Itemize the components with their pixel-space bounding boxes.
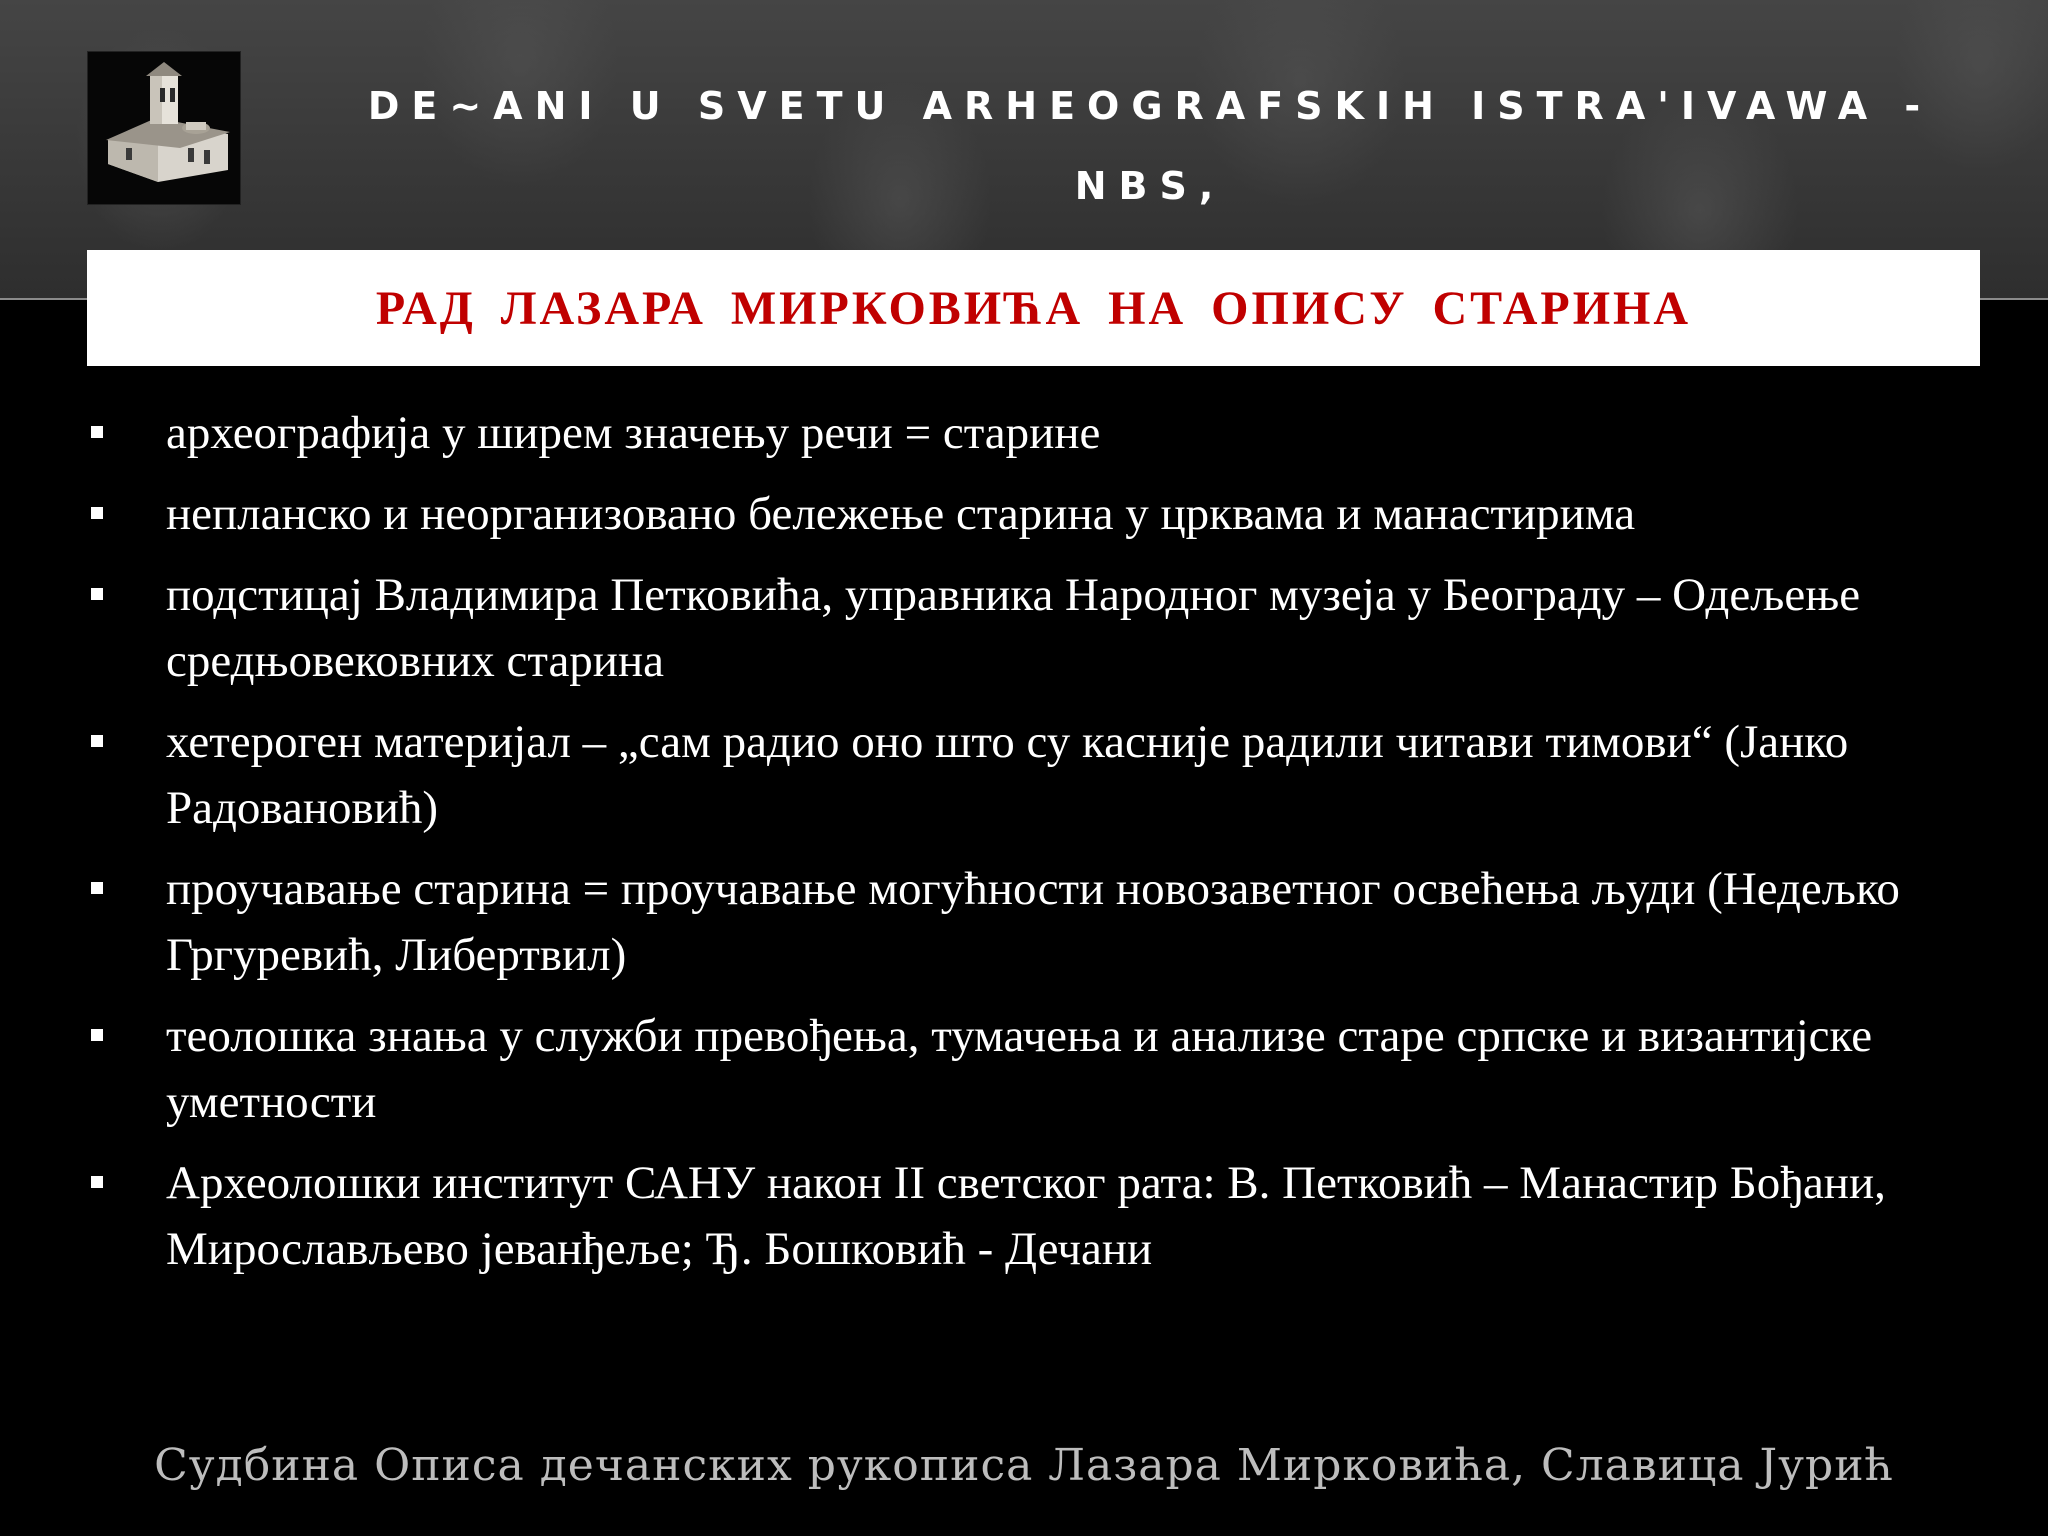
bullet-item [87,1003,1987,1135]
square-bullet-icon [91,882,103,894]
bullet-item [87,400,1987,466]
monastery-thumbnail [87,51,241,205]
bullet-text: непланско и неорганизовано бележење старина у црквама и манастирима [166,488,1636,540]
bullet-item [87,1150,1987,1282]
square-bullet-icon [91,588,103,600]
bullet-text: Археолошки институт САНУ након II светског рата: В. Петковић – Манастир Бођани, Мирослављево јеванђеље; Ђ. Бошковић - Дечани [166,1157,1886,1275]
bullet-text: теолошка знања у служби превођења, тумачења и анализе старе српске и византијске уметности [166,1010,1873,1128]
bullet-item [87,709,1987,841]
square-bullet-icon [91,1029,103,1041]
bullet-item [87,856,1987,988]
slide-title: РАД ЛАЗАРА МИРКОВИЋА НА ОПИСУ СТАРИНА [375,281,1692,335]
square-bullet-icon [91,1176,103,1188]
slide-title-box [87,250,1980,366]
monastery-icon [88,52,240,204]
bullet-text: проучавање старина = проучавање могућности новозаветног освећења људи (Недељко Гргуревић, Либертвил) [166,863,1900,981]
bullet-item [87,481,1987,547]
square-bullet-icon [91,507,103,519]
footer-caption: Судбина Описа дечанских рукописа Лазара Мирковића, Славица Јурић [154,1440,1894,1491]
square-bullet-icon [91,426,103,438]
bullet-text: археографија у ширем значењу речи = старине [166,407,1101,459]
header-line-1: DE~ANI U SVETU ARHEOGRAFSKIH ISTRA'IVAWA - NBS, [367,84,1933,208]
bullet-text: хетероген материјал – „сам радио оно што су касније радили читави тимови“ (Јанко Радовановић) [166,716,1849,834]
square-bullet-icon [91,735,103,747]
bullet-list [87,400,1987,1297]
bullet-item [87,562,1987,694]
bullet-text: подстицај Владимира Петковића, управника Народног музеја у Београду – Одељење средњовековних старина [166,569,1861,687]
